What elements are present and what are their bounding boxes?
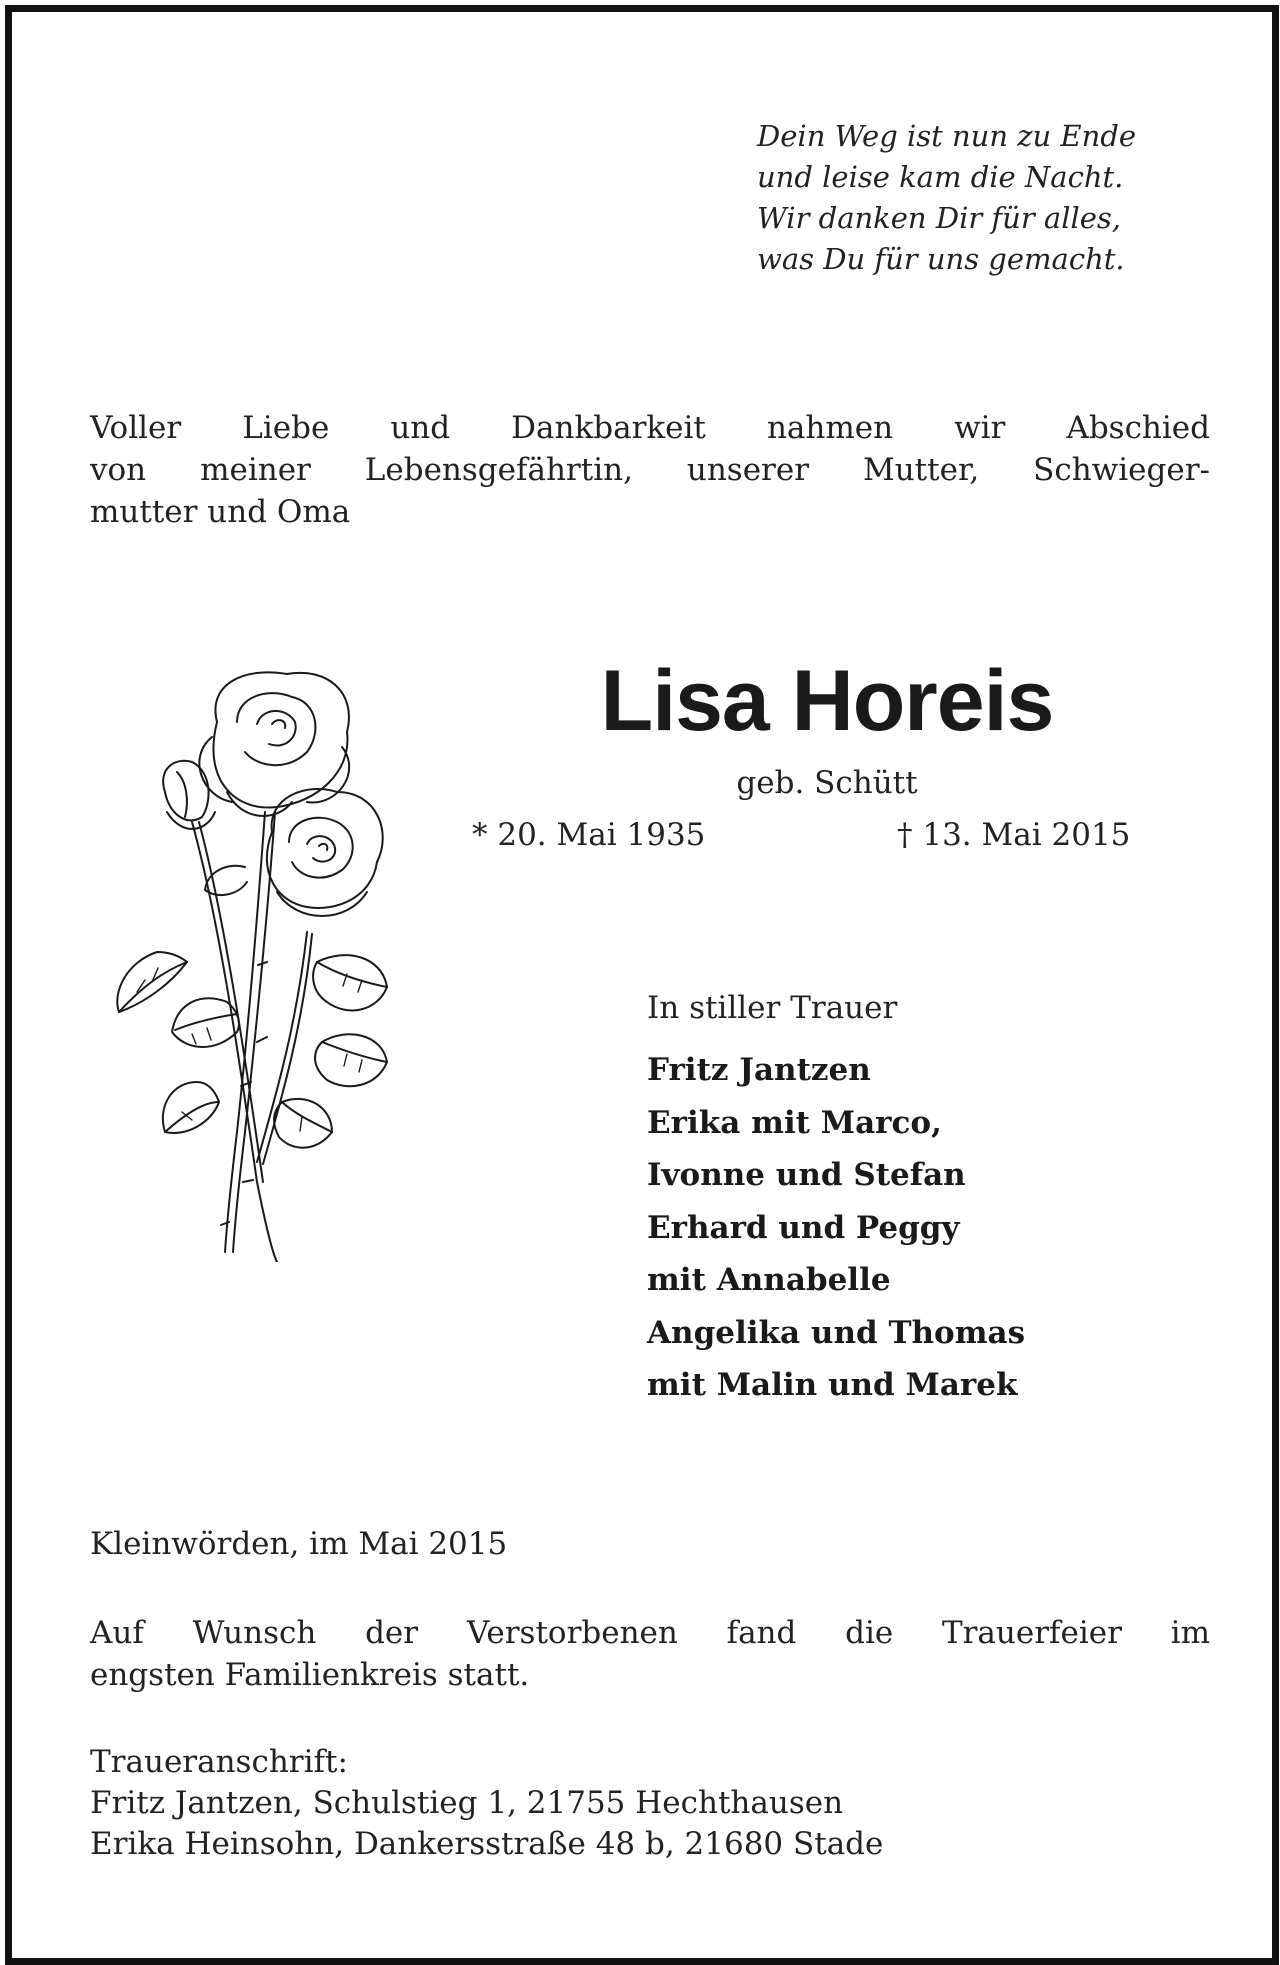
intro-line: mutter und Oma — [90, 494, 351, 530]
poem — [757, 116, 1217, 280]
mourners-lead: In stiller Trauer — [647, 990, 898, 1026]
mourners-block — [647, 986, 1207, 1412]
address-line: Fritz Jantzen, Schulstieg 1, 21755 Hechthausen — [90, 1785, 844, 1821]
intro-text — [90, 407, 1210, 533]
rose-illustration — [107, 662, 417, 1262]
poem-line: und leise kam die Nacht. — [757, 160, 1124, 194]
mourner-name: Erhard und Peggy — [647, 1209, 960, 1246]
birth-date: * 20. Mai 1935 — [472, 817, 706, 853]
address-line: Erika Heinsohn, Dankersstraße 48 b, 21680 Stade — [90, 1826, 884, 1862]
funeral-note-line: Auf Wunsch der Verstorbenen fand die Trauerfeier im — [90, 1615, 1210, 1651]
poem-line: Dein Weg ist nun zu Ende — [757, 119, 1136, 153]
intro-line: Voller Liebe und Dankbarkeit nahmen wir Abschied — [90, 410, 1210, 446]
intro-line: von meiner Lebensgefährtin, unserer Mutter, Schwieger- — [90, 452, 1210, 488]
place-date: Kleinwörden, im Mai 2015 — [90, 1526, 508, 1562]
deceased-name: Lisa Horeis — [600, 653, 1054, 749]
address-label: Traueranschrift: — [90, 1744, 348, 1780]
death-date: † 13. Mai 2015 — [897, 817, 1131, 853]
funeral-note-line: engsten Familienkreis statt. — [90, 1657, 530, 1693]
poem-line: was Du für uns gemacht. — [757, 242, 1125, 276]
mourner-name: Ivonne und Stefan — [647, 1157, 966, 1193]
poem-line: Wir danken Dir für alles, — [757, 201, 1122, 235]
mourner-name: mit Annabelle — [647, 1262, 891, 1298]
obituary-card — [5, 5, 1279, 1965]
mourner-name: Angelika und Thomas — [647, 1314, 1026, 1351]
mourner-name: Fritz Jantzen — [647, 1052, 871, 1088]
mourner-name: mit Malin und Marek — [647, 1367, 1018, 1403]
born-name: geb. Schütt — [736, 765, 918, 801]
funeral-note — [90, 1612, 1210, 1696]
mourner-name: Erika mit Marco, — [647, 1104, 942, 1141]
mourning-address — [90, 1742, 883, 1865]
